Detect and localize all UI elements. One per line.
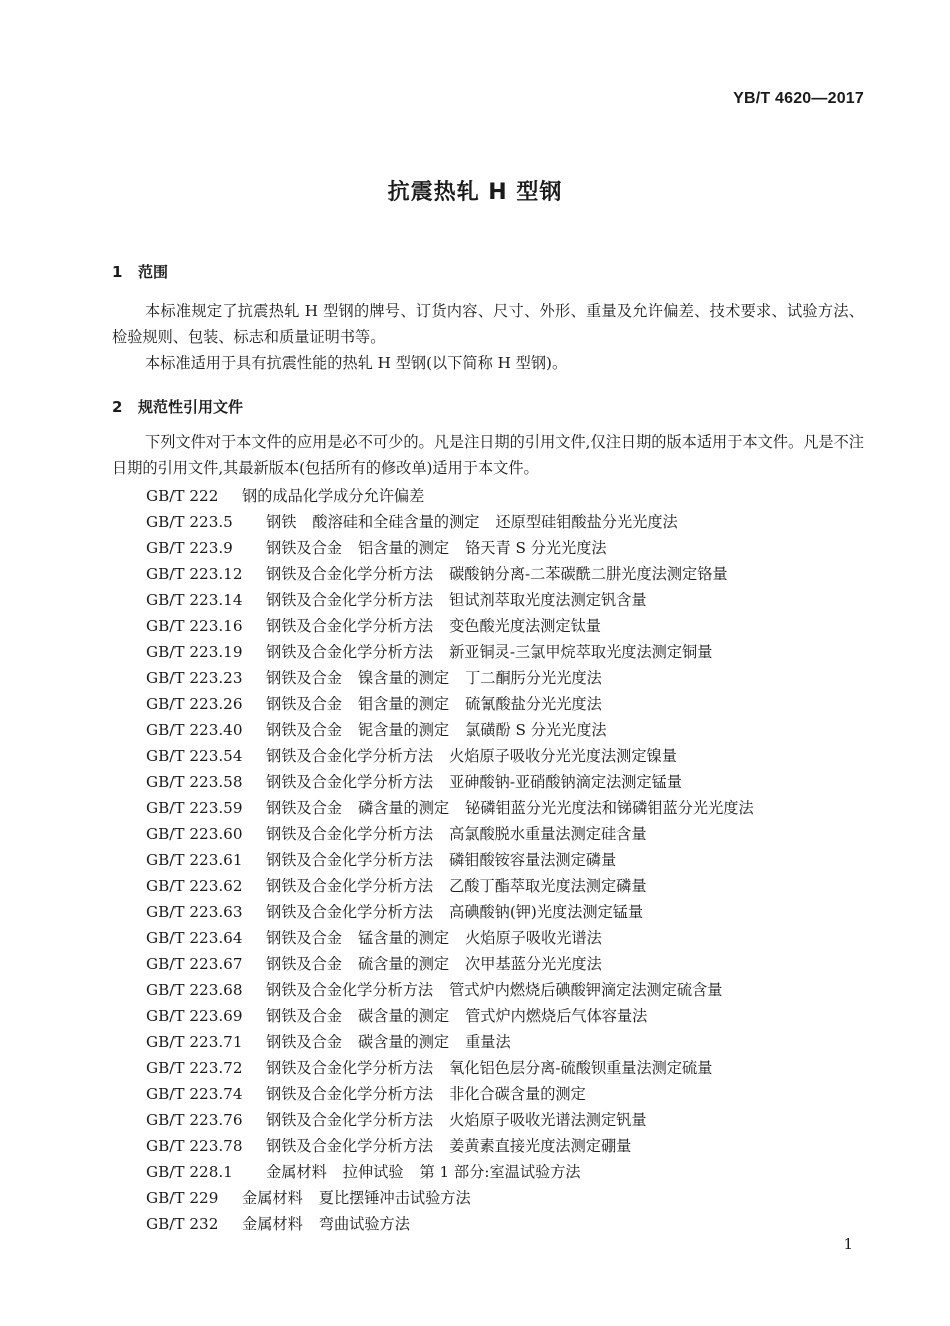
section-heading-scope [112, 261, 168, 282]
reference-title-part: 拉伸试验 [342, 1163, 404, 1181]
reference-item [146, 717, 866, 743]
section-title: 规范性引用文件 [138, 398, 244, 416]
reference-code: GB/T 223.78 [146, 1137, 243, 1155]
reference-item [146, 639, 866, 665]
reference-title-part: 碳含量的测定 [357, 1007, 450, 1025]
reference-title-part: 锰含量的测定 [357, 929, 450, 947]
reference-code: GB/T 223.12 [146, 565, 243, 583]
reference-title-part: 姜黄素直接光度法测定硼量 [449, 1137, 632, 1155]
reference-title-part: 钢铁及合金化学分析方法 [266, 825, 434, 843]
reference-title-part: 钢铁及合金化学分析方法 [266, 565, 434, 583]
reference-item [146, 847, 866, 873]
reference-item [146, 743, 866, 769]
reference-title-part: 镍含量的测定 [357, 669, 450, 687]
reference-item [146, 613, 866, 639]
reference-title-part: 硫含量的测定 [357, 955, 450, 973]
reference-title-part: 火焰原子吸收光谱法 [465, 929, 602, 947]
reference-item [146, 821, 866, 847]
reference-title-part: 钢铁及合金化学分析方法 [266, 643, 434, 661]
reference-title-part: 钢铁及合金化学分析方法 [266, 903, 434, 921]
reference-code: GB/T 223.63 [146, 903, 243, 921]
reference-title-part: 铬天青 S 分光光度法 [465, 539, 607, 557]
reference-code: GB/T 223.76 [146, 1111, 243, 1129]
reference-code: GB/T 223.71 [146, 1033, 243, 1051]
reference-title-part: 钢铁及合金 [266, 929, 342, 947]
reference-title-part: 钢铁及合金 [266, 669, 342, 687]
reference-title-part: 钢铁及合金化学分析方法 [266, 851, 434, 869]
reference-title-part: 管式炉内燃烧后碘酸钾滴定法测定硫含量 [449, 981, 723, 999]
reference-code: GB/T 223.64 [146, 929, 243, 947]
paragraph: 下列文件对于本文件的应用是必不可少的。凡是注日期的引用文件,仅注日期的版本适用于本文件。凡是不注日期的引用文件,其最新版本(包括所有的修改单)适用于本文件。 [112, 433, 864, 477]
reference-title-part: 钢铁及合金 [266, 1033, 342, 1051]
reference-code: GB/T 223.61 [146, 851, 243, 869]
paragraph: 本标准适用于具有抗震性能的热轧 H 型钢(以下简称 H 型钢)。 [145, 354, 568, 372]
reference-title-part: 铝含量的测定 [357, 539, 450, 557]
reference-item [146, 977, 866, 1003]
reference-item [146, 691, 866, 717]
reference-code: GB/T 223.60 [146, 825, 243, 843]
section-number: 2 [112, 398, 123, 416]
reference-title-part: 铌含量的测定 [357, 721, 450, 739]
reference-title-part: 钢铁及合金化学分析方法 [266, 1137, 434, 1155]
reference-code: GB/T 223.23 [146, 669, 243, 687]
reference-title-part: 钢铁及合金 [266, 721, 342, 739]
reference-item [146, 1081, 866, 1107]
reference-title-part: 铋磷钼蓝分光光度法和锑磷钼蓝分光光度法 [465, 799, 754, 817]
reference-title-part: 高碘酸钠(钾)光度法测定锰量 [449, 903, 644, 921]
reference-title-part: 钼含量的测定 [357, 695, 450, 713]
reference-title-part: 管式炉内燃烧后气体容量法 [465, 1007, 648, 1025]
reference-title-part: 第 1 部分:室温试验方法 [419, 1163, 581, 1181]
reference-code: GB/T 223.58 [146, 773, 243, 791]
reference-title-part: 磷含量的测定 [357, 799, 450, 817]
document-title: 抗震热轧 H 型钢 [387, 180, 563, 205]
reference-title-part: 钢铁及合金化学分析方法 [266, 1085, 434, 1103]
reference-title-part: 重量法 [465, 1033, 511, 1051]
reference-item [146, 1159, 866, 1185]
reference-title-part: 酸溶硅和全硅含量的测定 [312, 513, 480, 531]
doc-code: YB/T 4620—2017 [733, 90, 864, 107]
reference-title-part: 还原型硅钼酸盐分光光度法 [495, 513, 678, 531]
reference-title-part: 新亚铜灵-三氯甲烷萃取光度法测定铜量 [449, 643, 713, 661]
reference-title-part: 钽试剂萃取光度法测定钒含量 [449, 591, 647, 609]
reference-item [146, 769, 866, 795]
reference-item [146, 1107, 866, 1133]
reference-title-part: 高氯酸脱水重量法测定硅含量 [449, 825, 647, 843]
reference-list [146, 483, 866, 1237]
reference-title-part: 钢铁及合金化学分析方法 [266, 747, 434, 765]
reference-code: GB/T 223.72 [146, 1059, 243, 1077]
reference-title-part: 变色酸光度法测定钛量 [449, 617, 601, 635]
reference-title-part: 钢铁 [266, 513, 297, 531]
reference-title-part: 氧化铝色层分离-硫酸钡重量法测定硫量 [449, 1059, 713, 1077]
reference-title-part: 火焰原子吸收光谱法测定钒量 [449, 1111, 647, 1129]
reference-title-part: 次甲基蓝分光光度法 [465, 955, 602, 973]
reference-item [146, 899, 866, 925]
reference-item [146, 483, 866, 509]
reference-title-part: 钢铁及合金 [266, 695, 342, 713]
reference-code: GB/T 223.74 [146, 1085, 243, 1103]
paragraph: 本标准规定了抗震热轧 H 型钢的牌号、订货内容、尺寸、外形、重量及允许偏差、技术要求、试验方法、检验规则、包装、标志和质量证明书等。 [112, 302, 864, 346]
reference-code: GB/T 223.67 [146, 955, 243, 973]
reference-title-part: 钢铁及合金化学分析方法 [266, 877, 434, 895]
reference-item [146, 587, 866, 613]
reference-code: GB/T 223.68 [146, 981, 243, 999]
reference-code: GB/T 223.16 [146, 617, 243, 635]
reference-item [146, 1029, 866, 1055]
reference-title-part: 氯磺酚 S 分光光度法 [465, 721, 607, 739]
reference-title-part: 钢铁及合金化学分析方法 [266, 773, 434, 791]
reference-item [146, 665, 866, 691]
reference-title-part: 钢铁及合金化学分析方法 [266, 617, 434, 635]
reference-code: GB/T 223.19 [146, 643, 243, 661]
reference-code: GB/T 232 [146, 1215, 219, 1233]
reference-title-part: 钢铁及合金化学分析方法 [266, 1059, 434, 1077]
reference-title-part: 金属材料 [242, 1189, 303, 1207]
reference-title-part: 钢铁及合金 [266, 539, 342, 557]
reference-code: GB/T 222 [146, 487, 219, 505]
reference-title-part: 钢铁及合金化学分析方法 [266, 591, 434, 609]
reference-item [146, 1133, 866, 1159]
reference-title-part: 乙酸丁酯萃取光度法测定磷量 [449, 877, 647, 895]
reference-code: GB/T 223.5 [146, 513, 233, 531]
section-title: 范围 [138, 263, 169, 281]
page-number: 1 [843, 1235, 853, 1253]
reference-item [146, 535, 866, 561]
reference-code: GB/T 223.9 [146, 539, 233, 557]
reference-code: GB/T 223.62 [146, 877, 243, 895]
reference-title-part: 钢铁及合金 [266, 1007, 342, 1025]
reference-title-part: 磷钼酸铵容量法测定磷量 [449, 851, 617, 869]
section-heading-normative-references [112, 396, 243, 417]
reference-item [146, 795, 866, 821]
reference-title-part: 钢的成品化学成分允许偏差 [242, 487, 425, 505]
reference-item [146, 1211, 866, 1237]
reference-code: GB/T 223.26 [146, 695, 243, 713]
reference-title-part: 金属材料 [242, 1215, 303, 1233]
reference-title-part: 丁二酮肟分光光度法 [465, 669, 602, 687]
reference-item [146, 1003, 866, 1029]
reference-item [146, 925, 866, 951]
reference-code: GB/T 223.69 [146, 1007, 243, 1025]
reference-item [146, 951, 866, 977]
reference-title-part: 碳酸钠分离-二苯碳酰二肼光度法测定铬量 [449, 565, 728, 583]
reference-item [146, 873, 866, 899]
reference-code: GB/T 228.1 [146, 1163, 233, 1181]
reference-title-part: 夏比摆锤冲击试验方法 [318, 1189, 471, 1207]
reference-title-part: 火焰原子吸收分光光度法测定镍量 [449, 747, 677, 765]
reference-code: GB/T 223.40 [146, 721, 243, 739]
reference-item [146, 561, 866, 587]
reference-title-part: 亚砷酸钠-亚硝酸钠滴定法测定锰量 [449, 773, 683, 791]
reference-title-part: 钢铁及合金化学分析方法 [266, 1111, 434, 1129]
reference-title-part: 非化合碳含量的测定 [449, 1085, 586, 1103]
reference-title-part: 金属材料 [266, 1163, 327, 1181]
reference-code: GB/T 229 [146, 1189, 219, 1207]
reference-title-part: 钢铁及合金 [266, 799, 342, 817]
reference-title-part: 钢铁及合金 [266, 955, 342, 973]
reference-code: GB/T 223.59 [146, 799, 243, 817]
reference-title-part: 弯曲试验方法 [318, 1215, 410, 1233]
reference-code: GB/T 223.54 [146, 747, 243, 765]
reference-item [146, 1055, 866, 1081]
reference-title-part: 钢铁及合金化学分析方法 [266, 981, 434, 999]
reference-title-part: 硫氰酸盐分光光度法 [465, 695, 602, 713]
section-number: 1 [112, 263, 123, 281]
reference-code: GB/T 223.14 [146, 591, 243, 609]
reference-title-part: 碳含量的测定 [357, 1033, 450, 1051]
reference-item [146, 1185, 866, 1211]
reference-item [146, 509, 866, 535]
